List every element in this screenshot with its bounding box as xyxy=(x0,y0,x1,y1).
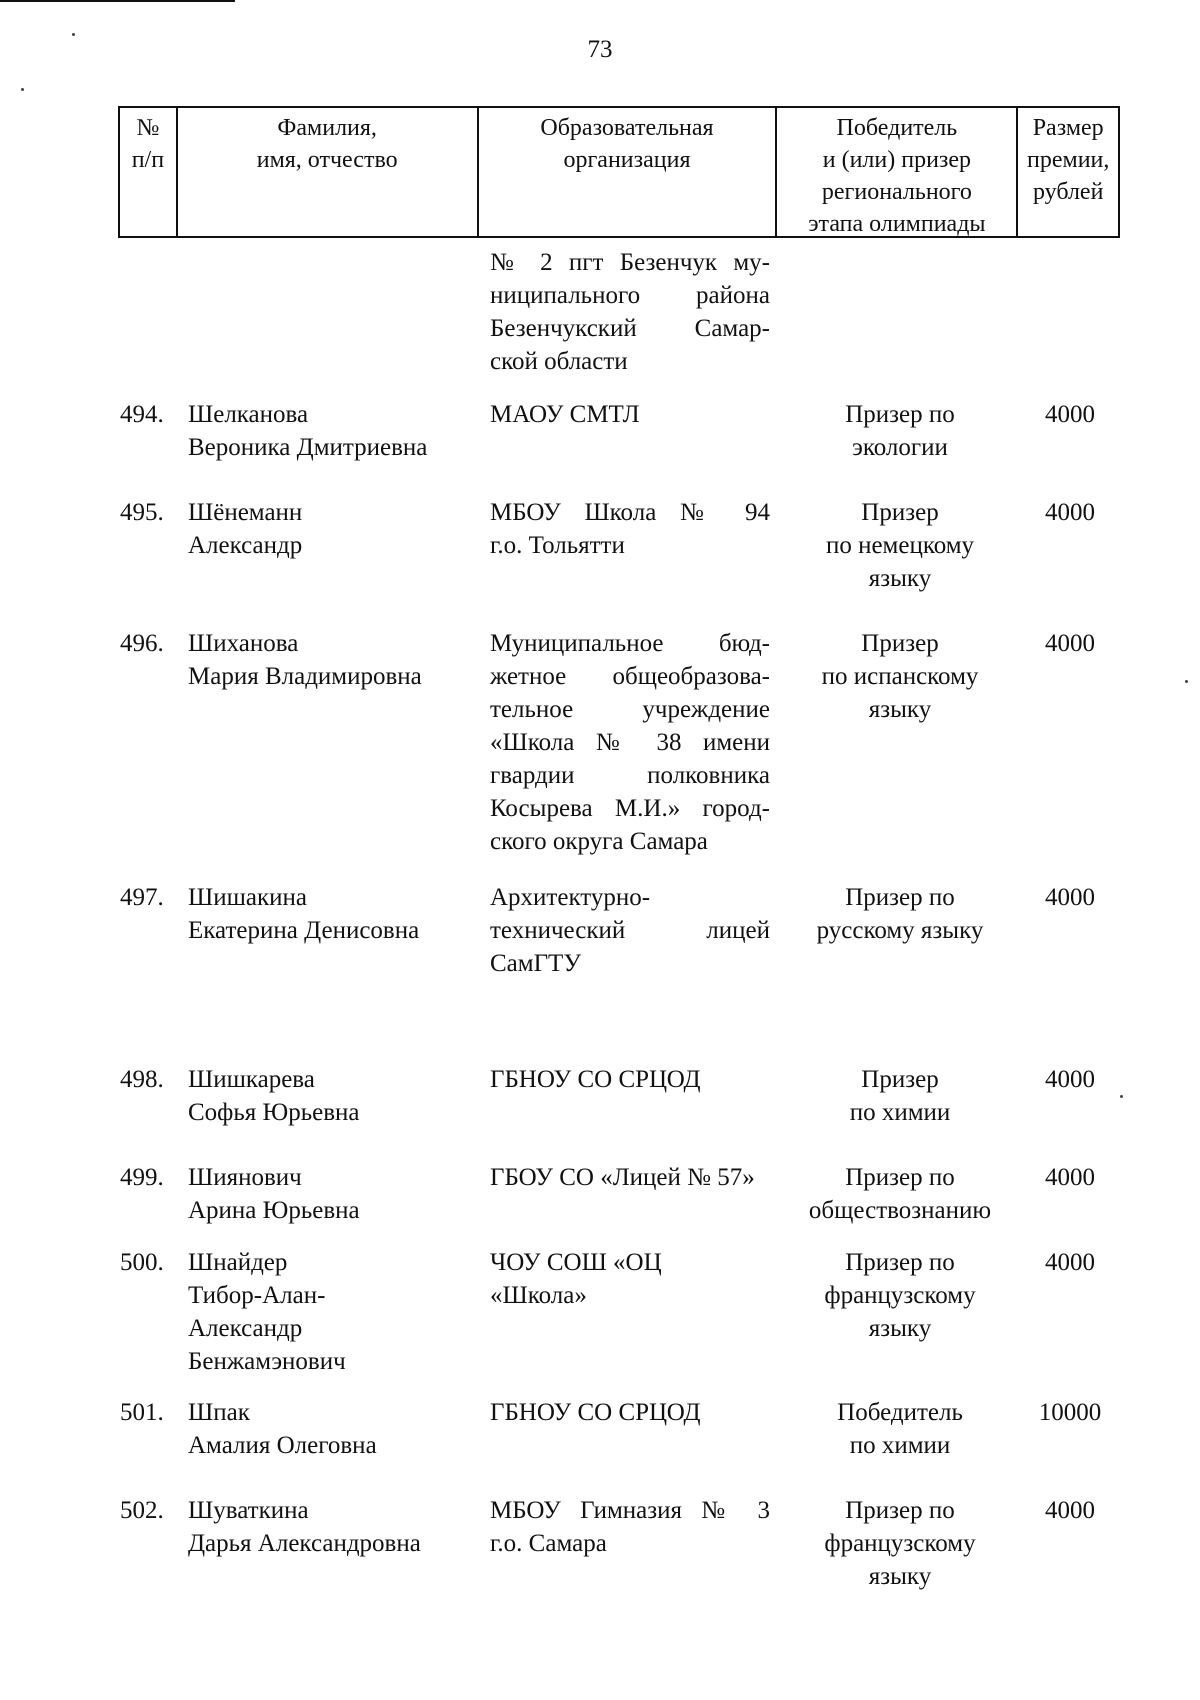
award-cell: Призер по обществознанию xyxy=(808,1164,992,1224)
row-number: 502. xyxy=(120,1497,164,1524)
name-cell: Шиханова Мария Владимировна xyxy=(188,630,422,690)
name-cell: Шёнеманн Александр xyxy=(188,499,303,559)
row-number: 495. xyxy=(120,499,164,526)
org-cell: МБОУ Школа № 94 г.о. Тольятти xyxy=(490,499,770,559)
prize-cell: 4000 xyxy=(1045,1497,1095,1524)
prize-cell: 4000 xyxy=(1045,401,1095,428)
row-number: 494. xyxy=(120,401,164,428)
name-cell: Шишакина Екатерина Денисовна xyxy=(188,884,420,944)
scan-speck xyxy=(21,88,24,91)
row-number: 497. xyxy=(120,884,164,911)
org-cell: № 2 пгт Безенчук му- ниципального района Безенчукский Самар- ской области xyxy=(490,249,770,375)
header-col-organization: Образовательная организация xyxy=(479,108,778,236)
prize-cell: 4000 xyxy=(1045,499,1095,526)
award-cell: Призер по русскому языку xyxy=(816,884,984,944)
header-col-prize: Размер премии, рублей xyxy=(1027,115,1110,205)
row-number: 501. xyxy=(120,1399,164,1426)
org-cell: ГБОУ СО «Лицей № 57» xyxy=(490,1164,755,1191)
name-cell: Шиянович Арина Юрьевна xyxy=(188,1164,360,1224)
prize-cell: 4000 xyxy=(1045,630,1095,657)
org-cell: МАОУ СМТЛ xyxy=(490,401,640,428)
name-cell: Шишкарева Софья Юрьевна xyxy=(188,1066,360,1126)
row-number: 500. xyxy=(120,1249,164,1276)
org-cell: Архитектурно- технический лицей СамГТУ xyxy=(490,884,770,977)
prize-cell: 4000 xyxy=(1045,1164,1095,1191)
org-cell: Муниципальное бюд- жетное общеобразова- тельное учреждение «Школа № 38 имени гвардии полковника Косырева М.И.» город- ского округа Самара xyxy=(490,630,770,855)
award-cell: Призер по испанскому языку xyxy=(821,630,979,723)
name-cell: Шпак Амалия Олеговна xyxy=(188,1399,377,1459)
prize-cell: 4000 xyxy=(1045,1066,1095,1093)
scan-speck xyxy=(1120,1095,1123,1098)
name-cell: Шнайдер Тибор-Алан- Александр Бенжамэнович xyxy=(188,1249,346,1375)
org-cell: ГБНОУ СО СРЦОД xyxy=(490,1066,701,1093)
top-rule xyxy=(0,0,235,2)
row-number: 496. xyxy=(120,630,164,657)
name-cell: Шелканова Вероника Дмитриевна xyxy=(188,401,428,461)
prize-cell: 4000 xyxy=(1045,1249,1095,1276)
award-cell: Призер по французскому языку xyxy=(824,1249,976,1342)
row-number: 498. xyxy=(120,1066,164,1093)
name-cell: Шуваткина Дарья Александровна xyxy=(188,1497,421,1557)
row-number: 499. xyxy=(120,1164,164,1191)
prize-cell: 10000 xyxy=(1038,1399,1102,1426)
scan-speck xyxy=(72,33,75,36)
org-cell: ГБНОУ СО СРЦОД xyxy=(490,1399,701,1426)
page-number: 73 xyxy=(587,36,613,63)
award-cell: Победитель по химии xyxy=(837,1399,963,1459)
header-col-award: Победитель и (или) призер регионального этапа олимпиады xyxy=(777,108,1018,236)
org-cell: ЧОУ СОШ «ОЦ «Школа» xyxy=(490,1249,662,1309)
award-cell: Призер по экологии xyxy=(845,401,955,461)
org-cell: МБОУ Гимназия № 3 г.о. Самара xyxy=(490,1497,770,1557)
award-cell: Призер по немецкому языку xyxy=(825,499,975,592)
header-col-number: № п/п xyxy=(120,108,178,236)
prize-cell: 4000 xyxy=(1045,884,1095,911)
award-cell: Призер по химии xyxy=(849,1066,951,1126)
scan-speck xyxy=(1185,680,1188,683)
award-cell: Призер по французскому языку xyxy=(824,1497,976,1590)
header-col-name: Фамилия, имя, отчество xyxy=(178,108,479,236)
table-header xyxy=(118,106,1120,238)
